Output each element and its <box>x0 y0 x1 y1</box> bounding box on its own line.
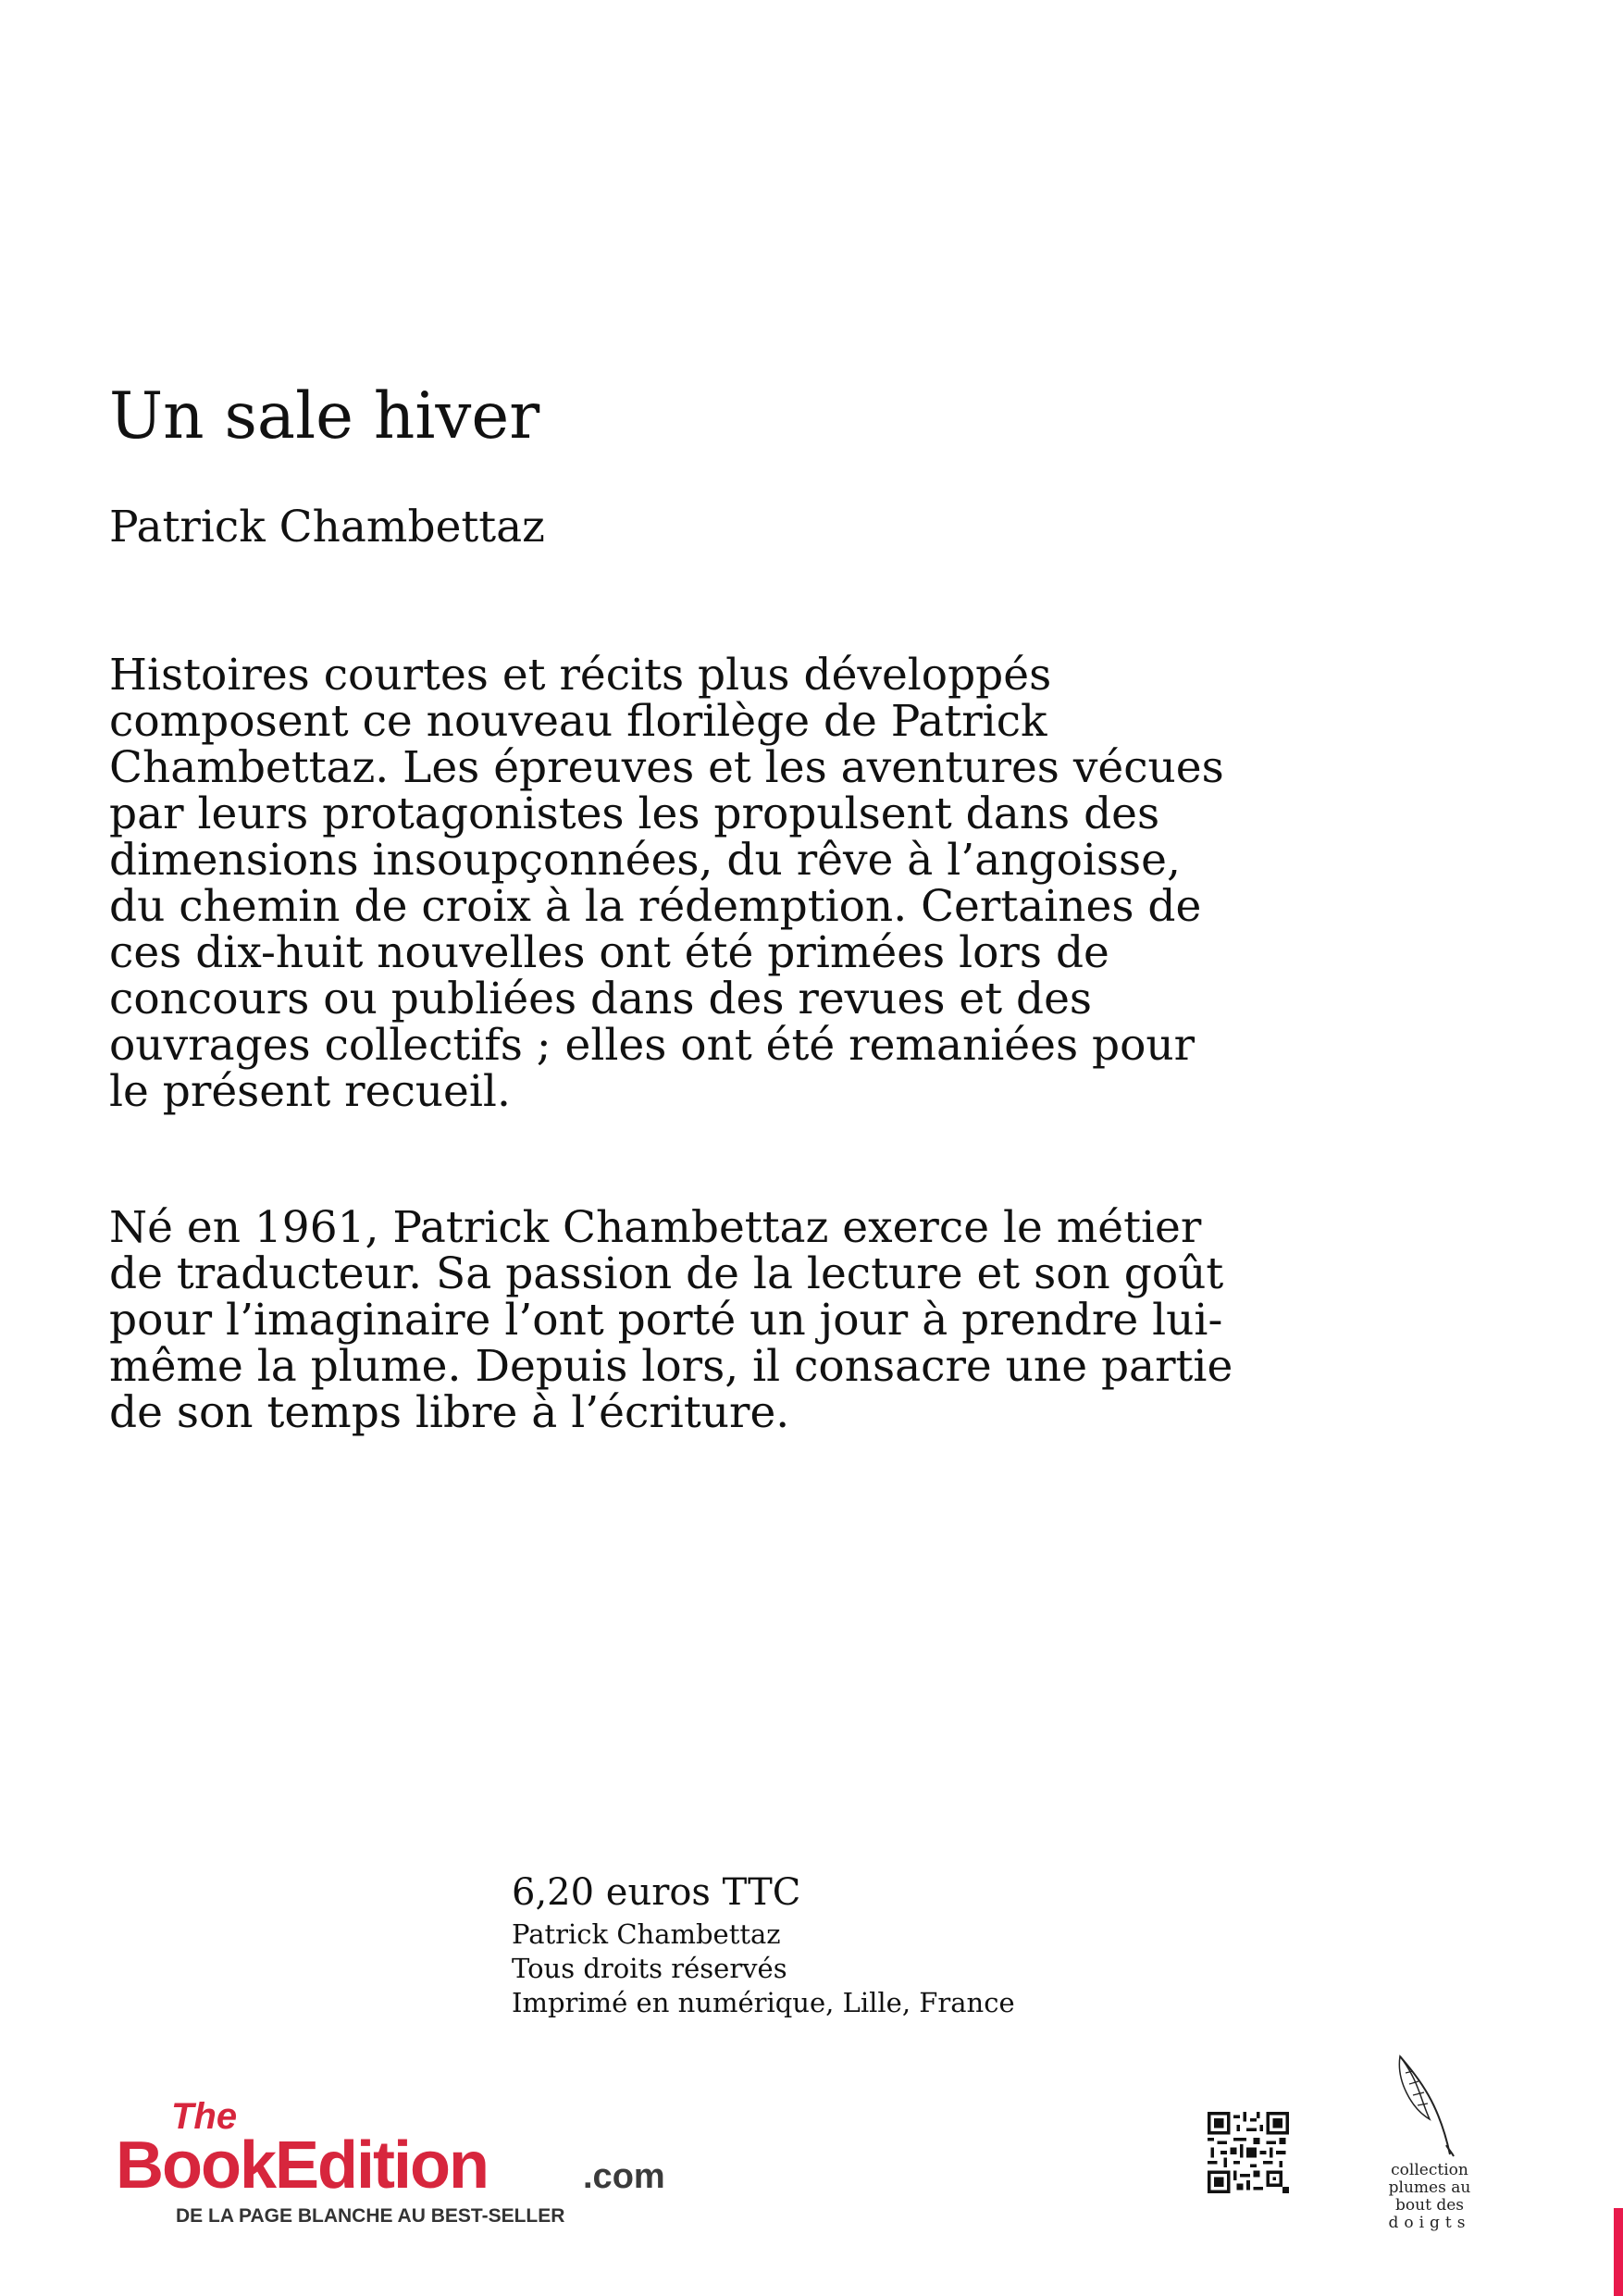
logo-domain: .com <box>583 2157 665 2196</box>
publisher-logo <box>116 2096 665 2235</box>
feather-icon <box>1393 2053 1457 2164</box>
printing-notice: Imprimé en numérique, Lille, France <box>512 1987 1015 2018</box>
collection-line-4: doigts <box>1388 2214 1471 2232</box>
collection-line-3: bout des <box>1395 2196 1464 2215</box>
collection-label <box>1379 2162 1481 2232</box>
colophon <box>512 1868 1252 2020</box>
collection-line-1: collection <box>1391 2161 1468 2179</box>
logo-tagline: DE LA PAGE BLANCHE AU BEST-SELLER <box>176 2205 565 2227</box>
price: 6,20 euros TTC <box>512 1871 801 1914</box>
rights-notice: Tous droits réservés <box>512 1953 787 1984</box>
logo-the: The <box>171 2096 238 2137</box>
colophon-author: Patrick Chambettaz <box>512 1918 781 1950</box>
book-author: Patrick Chambettaz <box>109 502 545 552</box>
collection-line-2: plumes au <box>1388 2178 1471 2197</box>
edge-mark <box>1614 2208 1623 2296</box>
qr-code-icon <box>1208 2112 1289 2193</box>
logo-name: BookEdition <box>116 2128 488 2203</box>
book-title: Un sale hiver <box>109 379 540 453</box>
author-bio-paragraph: Né en 1961, Patrick Chambettaz exerce le métier de traducteur. Sa passion de la lecture et son goût pour l’imaginaire l’ont porté un jour à prendre lui-même la plume. Depuis lors, il consacre une partie de son temps libre à l’écriture. <box>109 1202 1233 1438</box>
summary-paragraph: Histoires courtes et récits plus développés composent ce nouveau florilège de Patrick Chambettaz. Les épreuves et les aventures vécues par leurs protagonistes les propulsent dans des dimensions insoupçonnées, du rêve à l’angoisse, du chemin de croix à la rédemption. Certaines de ces dix-huit nouvelles ont été primées lors de concours ou publiées dans des revues et des ouvrages collectifs ; elles ont été remaniées pour le présent recueil. <box>109 650 1224 1117</box>
